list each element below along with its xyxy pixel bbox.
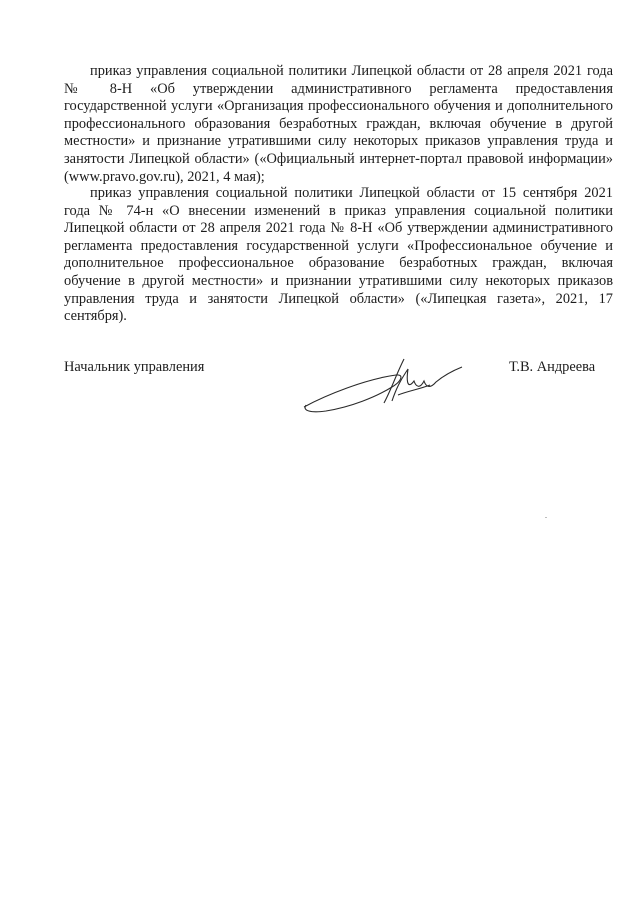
scan-speck bbox=[545, 517, 547, 518]
paragraph-order-74n: приказ управления социальной политики Липецкой области от 15 сентября 2021 года № 74-н «О внесении изменений в приказ управления социальной политики Липецкой области от 28 апреля 2021 года № 8-Н «Об утверждении административного регламента предоставления государственной услуги «Профессиональное обучение и дополнительное профессиональное образование безработных граждан, включая обучение в другой местности» и признании утратившими силу некоторых приказов управления труда и занятости Липецкой области» («Липецкая газета», 2021, 17 сентября). bbox=[64, 185, 613, 325]
paragraph-order-8n: приказ управления социальной политики Липецкой области от 28 апреля 2021 года № 8-Н «Об утверждении административного регламента предоставления государственной услуги «Организация профессионального обучения и дополнительного профессионального образования безработных граждан, включая обучение в другой местности» и признание утратившими силу некоторых приказов управления труда и занятости Липецкой области» («Официальный интернет-портал правовой информации» (www.pravo.gov.ru), 2021, 4 мая); bbox=[64, 63, 613, 185]
signatory-name: Т.В. Андреева bbox=[509, 359, 596, 375]
signatory-position: Начальник управления bbox=[64, 359, 205, 375]
handwritten-signature bbox=[296, 355, 466, 415]
